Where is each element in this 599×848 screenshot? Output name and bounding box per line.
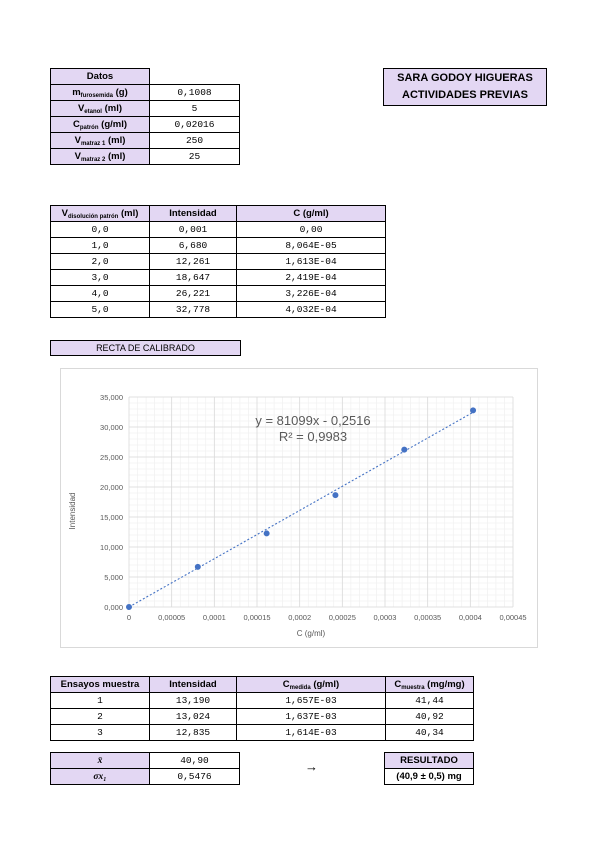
calib-header-c: C (g/ml) [237,206,386,222]
data-point [332,492,338,498]
arrow-right-icon: → [305,759,318,774]
sd-label: σx₁ [51,769,150,785]
x-tick-label: 0,00045 [499,613,527,622]
y-tick-label: 25,000 [100,453,123,462]
y-tick-label: 0,000 [104,603,123,612]
datos-row: $V_{etanol}$ (ml) 5 [51,101,240,117]
data-point [401,447,407,453]
table-row: 1 13,190 1,657E-03 41,44 [51,693,474,709]
y-tick-label: 35,000 [100,393,123,402]
y-tick-label: 5,000 [104,573,123,582]
samples-header-ensayos: Ensayos muestra [51,677,150,693]
x-axis-label: C (g/ml) [296,629,326,638]
x-tick-label: 0,00015 [243,613,271,622]
mean-label: x̄ [51,753,150,769]
data-point [195,564,201,570]
author-name: SARA GODOY HIGUERAS [397,72,533,84]
y-tick-label: 10,000 [100,543,123,552]
y-tick-label: 30,000 [100,423,123,432]
calibration-table [50,205,386,318]
datos-table [50,68,240,165]
calibration-chart [60,368,538,648]
trendline-equation: y = 81099x - 0,2516 [255,413,371,428]
result-header: RESULTADO [385,753,474,769]
datos-value: 5 [150,101,240,117]
datos-value: 250 [150,133,240,149]
x-tick-label: 0 [126,613,132,622]
mean-value: 40,90 [150,753,240,769]
chart-svg [61,369,537,647]
data-point [264,530,270,536]
calib-header-v: $V_{disolución patrón}$ (ml) [51,206,150,222]
table-row: 0,0 0,001 0,00 [51,222,386,238]
datos-row: $m_{furosemida}$ (g) 0,1008 [51,85,240,101]
table-row: 4,0 26,221 3,226E-04 [51,286,386,302]
table-row: 3 12,835 1,614E-03 40,34 [51,725,474,741]
result-value: (40,9 ± 0,5) mg [385,769,474,785]
trendline-r2: R² = 0,9983 [278,429,348,444]
table-row: 5,0 32,778 4,032E-04 [51,302,386,318]
samples-header-cmuestra: $C_{muestra}$ (mg/mg) [386,677,474,693]
datos-value: 25 [150,149,240,165]
table-row: 2 13,024 1,637E-03 40,92 [51,709,474,725]
table-row: 1,0 6,680 8,064E-05 [51,238,386,254]
datos-row: $V_{matraz 2}$ (ml) 25 [51,149,240,165]
calib-header-intensidad: Intensidad [150,206,237,222]
data-point [470,407,476,413]
samples-table [50,676,474,741]
datos-row: $C_{patrón}$ (g/ml) 0,02016 [51,117,240,133]
sd-value: 0,5476 [150,769,240,785]
data-point [126,604,132,610]
datos-value: 0,1008 [150,85,240,101]
datos-value: 0,02016 [150,117,240,133]
datos-row: $V_{matraz 1}$ (ml) 250 [51,133,240,149]
x-tick-label: 0,00005 [158,613,186,622]
result-table [384,752,474,785]
datos-header: Datos [51,69,150,85]
x-tick-label: 0,0002 [288,613,312,622]
x-tick-label: 0,0004 [458,613,482,622]
samples-header-intensidad: Intensidad [150,677,237,693]
author-box [383,68,547,106]
table-row: 3,0 18,647 2,419E-04 [51,270,386,286]
author-subtitle: ACTIVIDADES PREVIAS [402,89,528,101]
samples-header-cmedida: $C_{medida}$ (g/ml) [237,677,386,693]
x-tick-label: 0,00035 [414,613,442,622]
table-row: 2,0 12,261 1,613E-04 [51,254,386,270]
y-axis-label: Intensidad [68,492,77,530]
x-tick-label: 0,0001 [202,613,226,622]
y-tick-label: 15,000 [100,513,123,522]
x-tick-label: 0,00025 [328,613,356,622]
y-tick-label: 20,000 [100,483,123,492]
x-tick-label: 0,0003 [373,613,397,622]
stats-table [50,752,240,785]
calibration-section-label: RECTA DE CALIBRADO [50,340,241,356]
